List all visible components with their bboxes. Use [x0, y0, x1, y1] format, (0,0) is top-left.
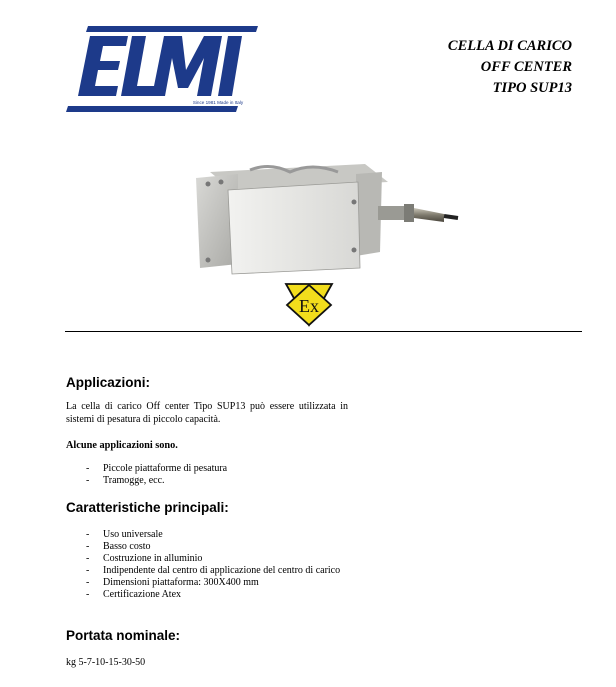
logo-tagline: Since 1981 Made in Italy: [192, 100, 244, 105]
list-item: - Uso universale: [86, 529, 163, 540]
list-item: - Costruzione in alluminio: [86, 553, 203, 564]
elmi-logo: [66, 22, 260, 116]
atex-ex-icon: [284, 282, 334, 327]
applicazioni-heading: Applicazioni:: [66, 375, 150, 390]
applicazioni-subheading: Alcune applicazioni sono.: [66, 440, 178, 451]
list-item: - Tramogge, ecc.: [86, 475, 165, 486]
document-title: [342, 36, 572, 99]
horizontal-divider: [65, 331, 582, 332]
caratteristiche-list: [86, 529, 353, 601]
list-item: - Indipendente dal centro di applicazione del centro di carico: [86, 565, 341, 576]
applicazioni-list: [86, 463, 353, 487]
title-line-1: CELLA DI CARICO: [447, 38, 572, 54]
applicazioni-paragraph: La cella di carico Off center Tipo SUP13 può essere utilizzata in sistemi di pesatura di piccolo capacità.: [66, 401, 348, 425]
list-item: - Dimensioni piattaforma: 300X400 mm: [86, 577, 259, 588]
portata-value: kg 5-7-10-15-30-50: [66, 657, 146, 668]
title-line-3: TIPO SUP13: [492, 80, 572, 96]
list-item: - Piccole piattaforme di pesatura: [86, 463, 228, 474]
caratteristiche-heading: Caratteristiche principali:: [66, 500, 229, 515]
atex-symbol-text: Ex: [299, 296, 319, 316]
portata-heading: Portata nominale:: [66, 628, 181, 643]
list-item: - Certificazione Atex: [86, 589, 182, 600]
title-line-2: OFF CENTER: [480, 59, 572, 75]
load-cell-image: [160, 160, 460, 280]
list-item: - Basso costo: [86, 541, 151, 552]
